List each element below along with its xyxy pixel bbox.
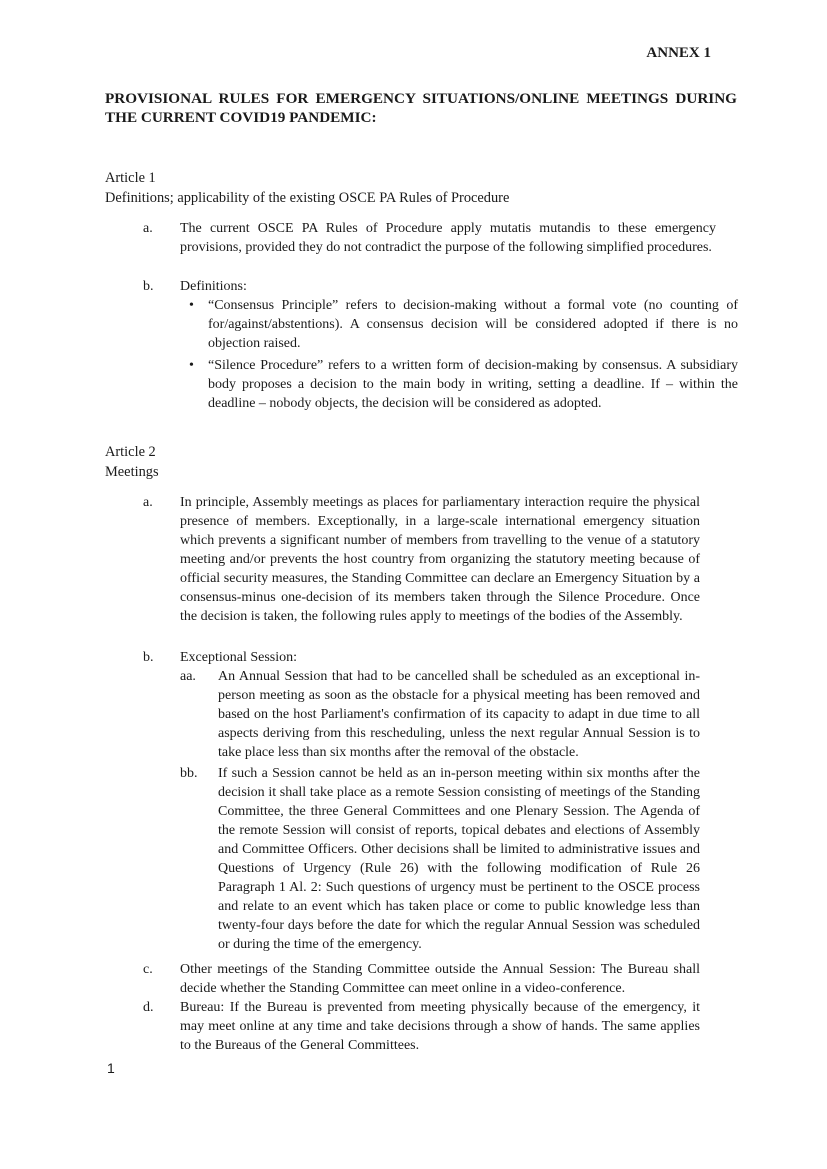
- article-2-bb-marker: bb.: [180, 766, 198, 781]
- article-1-a-text: The current OSCE PA Rules of Procedure apply mutatis mutandis to these emergency provisions, provided they do not contradict the purpose of the following simplified procedures.: [180, 221, 716, 255]
- article-2-b-text: Exceptional Session:: [180, 650, 298, 665]
- article-2-bb-text: If such a Session cannot be held as an in-person meeting within six months after the decision it shall take place as a remote Session consisting of meetings of the Standing Committee, the three General Committees and one Plenary Session. The Agenda of the remote Session will consist of reports, topical debates and elections of Assembly and Committee Officers. Other decisions shall be limited to administrative issues and Questions of Urgency (Rule 26) with the following modification of Rule 26 Paragraph 1 Al. 2: Such questions of urgency must be pertinent to the OSCE process and relate to an event which has taken place or come to public knowledge less than twenty-four days before the date for which the regular Annual Session was scheduled or during the time of the emergency.: [218, 766, 700, 952]
- article-2-c-text: Other meetings of the Standing Committee outside the Annual Session: The Bureau shall decide whether the Standing Committee can meet online in a video-conference.: [180, 962, 700, 996]
- article-1-bullet-consensus: “Consensus Principle” refers to decision-making without a formal vote (no counting of for/against/abstentions). A consensus decision will be considered adopted if there is no objection raised.: [208, 298, 738, 351]
- article-2-c-marker: c.: [143, 962, 153, 977]
- article-2-b-marker: b.: [143, 650, 154, 665]
- article-1-subheading: Definitions; applicability of the existing OSCE PA Rules of Procedure: [105, 189, 510, 206]
- document-title: PROVISIONAL RULES FOR EMERGENCY SITUATIONS/ONLINE MEETINGS DURING THE CURRENT COVID19 PANDEMIC:: [105, 90, 737, 126]
- article-2-heading: Article 2: [105, 444, 156, 460]
- article-2-d-text: Bureau: If the Bureau is prevented from meeting physically because of the emergency, it may meet online at any time and take decisions through a show of hands. The same applies to the Bureaus of the General Committees.: [180, 1000, 700, 1053]
- article-2-heading-block: [105, 443, 745, 482]
- article-2-a-text: In principle, Assembly meetings as places for parliamentary interaction require the physical presence of members. Exceptionally, in a large-scale international emergency situation which prevents a significant number of members from travelling to the venue of a statutory meeting and/or prevents the host country from organizing the statutory meeting because of official security measures, the Standing Committee can declare an Emergency Situation by a consensus-minus one-decision of its members taken through the Silence Procedure. Once the decision is taken, the following rules apply to meetings of the bodies of the Assembly.: [180, 495, 700, 624]
- article-2-subheading: Meetings: [105, 463, 159, 480]
- article-2-aa-text: An Annual Session that had to be cancelled shall be scheduled as an exceptional in-person meeting as soon as the obstacle for a physical meeting has been removed and based on the host Parliament's confirmation of its capacity to adapt in due time to all aspects deriving from this rescheduling, unless the next regular Annual Session is to take place less than six months after the removal of the obstacle.: [218, 669, 700, 760]
- article-1-a-marker: a.: [143, 221, 153, 236]
- article-2-aa-marker: aa.: [180, 669, 196, 684]
- article-1-heading-block: [105, 169, 745, 208]
- article-2-a-marker: a.: [143, 495, 153, 510]
- article-2-d-marker: d.: [143, 1000, 154, 1015]
- article-1-heading: Article 1: [105, 170, 156, 186]
- article-1-b-text: Definitions:: [180, 279, 247, 294]
- article-1-bullet-silence: “Silence Procedure” refers to a written form of decision-making by consensus. A subsidiary body proposes a decision to the main body in writing, setting a deadline. If – within the deadline – nobody objects, the decision will be considered as adopted.: [208, 358, 738, 411]
- article-1-b-marker: b.: [143, 279, 154, 294]
- page-number: 1: [107, 1060, 115, 1076]
- annex-label: ANNEX 1: [646, 45, 711, 61]
- bullet-icon: •: [189, 358, 194, 373]
- bullet-icon: •: [189, 298, 194, 313]
